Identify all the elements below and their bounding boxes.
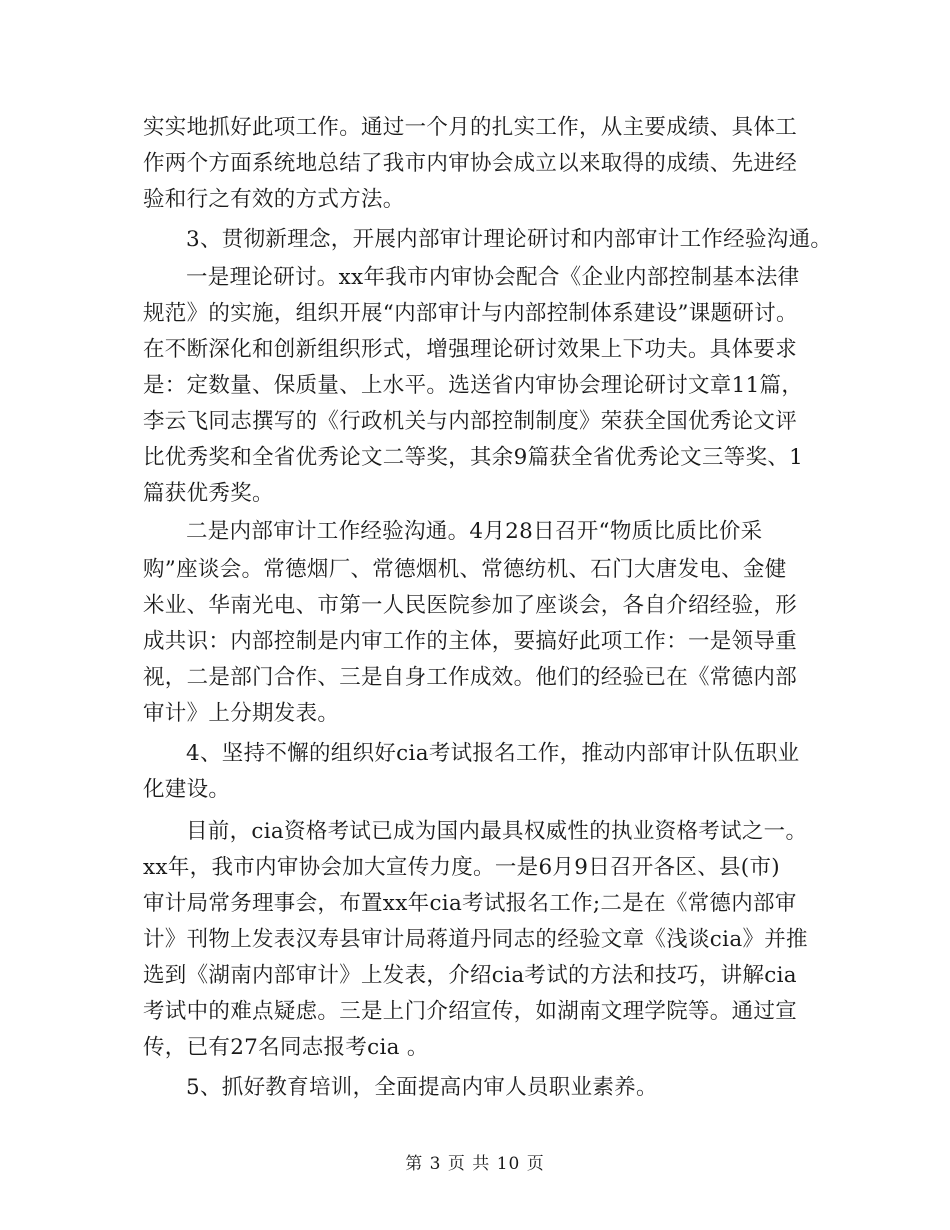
paragraph-line: 作两个方面系统地总结了我市内审协会成立以来取得的成绩、先进经: [143, 151, 798, 176]
paragraph-line: 二是内部审计工作经验沟通。4月28日召开“物质比质比价采: [186, 519, 763, 544]
paragraph-line: 成共识：内部控制是内审工作的主体，要搞好此项工作：一是领导重: [143, 629, 798, 654]
paragraph-line: 在不断深化和创新组织形式，增强理论研讨效果上下功夫。具体要求: [143, 337, 798, 362]
paragraph-line: 审计局常务理事会，布置xx年cia考试报名工作;二是在《常德内部审: [143, 891, 797, 916]
paragraph-line: 计》刊物上发表汉寿县审计局蒋道丹同志的经验文章《浅谈cia》并推: [143, 927, 808, 952]
paragraph-line: 米业、华南光电、市第一人民医院参加了座谈会，各自介绍经验，形: [143, 593, 798, 618]
paragraph-line: 考试中的难点疑虑。三是上门介绍宣传，如湖南文理学院等。通过宣: [143, 999, 798, 1024]
paragraph-line: 一是理论研讨。xx年我市内审协会配合《企业内部控制基本法律: [186, 265, 800, 290]
paragraph-line: 李云飞同志撰写的《行政机关与内部控制制度》荣获全国优秀论文评: [143, 409, 798, 434]
paragraph-line: 传，已有27名同志报考cia 。: [143, 1035, 429, 1060]
section-heading-3: 3、贯彻新理念，开展内部审计理论研讨和内部审计工作经验沟通。: [186, 227, 833, 252]
paragraph-line: 规范》的实施，组织开展“内部审计与内部控制体系建设”课题研讨。: [143, 301, 798, 326]
paragraph-line: 是：定数量、保质量、上水平。选送省内审协会理论研讨文章11篇，: [143, 373, 804, 398]
paragraph-line: 比优秀奖和全省优秀论文二等奖，其余9篇获全省优秀论文三等奖、1: [143, 445, 804, 470]
paragraph-line: 篇获优秀奖。: [143, 481, 274, 506]
paragraph-line: 购”座谈会。常德烟厂、常德烟机、常德纺机、石门大唐发电、金健: [143, 557, 787, 582]
section-heading-5: 5、抓好教育培训，全面提高内审人员职业素养。: [186, 1075, 658, 1100]
paragraph-line: xx年，我市内审协会加大宣传力度。一是6月9日召开各区、县(市): [143, 855, 780, 880]
paragraph-line: 目前，cia资格考试已成为国内最具权威性的执业资格考试之一。: [186, 819, 808, 844]
paragraph-line: 验和行之有效的方式方法。: [143, 187, 405, 212]
section-heading-4: 4、坚持不懈的组织好cia考试报名工作，推动内部审计队伍职业: [186, 741, 800, 766]
paragraph-line: 视，二是部门合作、三是自身工作成效。他们的经验已在《常德内部: [143, 665, 798, 690]
paragraph-line: 化建设。: [143, 777, 231, 802]
paragraph-line: 实实地抓好此项工作。通过一个月的扎实工作，从主要成绩、具体工: [143, 115, 798, 140]
page-footer: 第 3 页 共 10 页: [405, 1154, 545, 1174]
paragraph-line: 审计》上分期发表。: [143, 701, 340, 726]
paragraph-line: 选到《湖南内部审计》上发表，介绍cia考试的方法和技巧，讲解cia: [143, 963, 797, 988]
